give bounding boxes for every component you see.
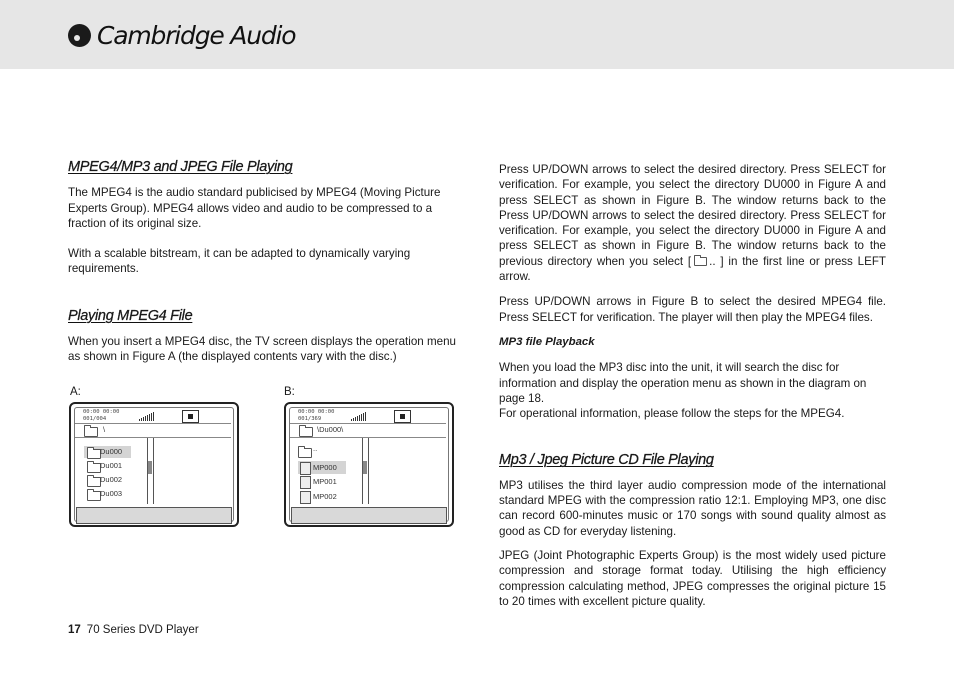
figure-b-path: \Du000\ [317, 425, 344, 434]
figure-b-item[interactable]: MP001 [313, 477, 337, 486]
page-number: 17 [68, 624, 81, 636]
figure-b-screen [284, 402, 454, 527]
section-title-mp3-jpeg-cd: Mp3 / Jpeg Picture CD File Playing [499, 452, 714, 469]
stop-icon [182, 410, 199, 423]
section-title-mpeg4-mp3-jpeg: MPEG4/MP3 and JPEG File Playing [68, 159, 293, 175]
figure-b-counter: 001/369 [298, 416, 322, 422]
paragraph-mpeg4-intro: The MPEG4 is the audio standard publicised by MPEG4 (Moving Picture Experts Group). MPEG4 allows video and audio to be compressed to a fraction of its original size. [68, 186, 441, 230]
file-icon [300, 476, 311, 489]
folder-icon [298, 448, 312, 458]
figure-b-path-row [290, 423, 446, 438]
figure-b-scrollbar[interactable] [363, 461, 367, 474]
paragraph-bitstream: With a scalable bitstream, it can be adapted to dynamically varying requirements. [68, 247, 411, 276]
header-band [0, 0, 954, 69]
figure-a-path-row [75, 423, 231, 438]
figure-a-time: 00:00 00:00 [83, 409, 120, 415]
figure-b-parent[interactable]: .. [313, 444, 318, 453]
folder-icon [87, 477, 101, 487]
folder-icon [84, 427, 98, 437]
figure-b-item[interactable]: MP000 [313, 463, 337, 472]
figure-b-status-bar [291, 507, 447, 524]
document-title: 70 Series DVD Player [86, 624, 199, 636]
figure-a-item[interactable]: Du003 [100, 489, 123, 498]
stop-icon [394, 410, 411, 423]
folder-icon [694, 257, 707, 266]
paragraph-load-mp3: When you load the MP3 disc into the unit, it will search the disc for information and display the operation menu as shown in the diagram on page 18. [499, 361, 867, 405]
figure-a-screen [69, 402, 239, 527]
paragraph-operational-info: For operational information, please follow the steps for the MPEG4. [499, 407, 845, 421]
figure-a-item[interactable]: Du002 [100, 475, 123, 484]
figure-a-item[interactable]: Du000 [100, 447, 123, 456]
paragraph-select-directory-part1: Press UP/DOWN arrows to select the desired directory. Press SELECT for verification. For example, you select the directory DU000 in Figure A and press SELECT as shown in Figure B. The window returns back to the Press UP/DOWN arrows to select the desired directory. Press SELECT for verification. For example, you select the directory DU000 in Figure A and press SELECT as shown in Figure B. The window returns back to the previous directory when you select [ [499, 163, 886, 268]
paragraph-insert-disc: When you insert a MPEG4 disc, the TV screen displays the operation menu as shown in Figure A (the displayed contents vary with the disc.) [68, 335, 456, 364]
paragraph-jpeg: JPEG (Joint Photographic Experts Group) is the most widely used picture compression and storage format today. Utilising the high efficiency compression calculating method, JPEG compresses the original picture 15 to 20 times with excellent picture quality. [499, 548, 886, 608]
figure-b-time: 00:00 00:00 [298, 409, 335, 415]
folder-icon [87, 491, 101, 501]
folder-icon [87, 449, 101, 459]
section-title-playing-mpeg4: Playing MPEG4 File [68, 307, 193, 324]
figure-b-label: B: [284, 386, 295, 398]
figure-a-divider [153, 438, 154, 504]
file-icon [300, 462, 311, 475]
signal-bars-icon [139, 412, 154, 421]
paragraph-select-directory-part2: ] in the first line or press LEFT arrow. [499, 254, 886, 284]
figure-a-item[interactable]: Du001 [100, 461, 123, 470]
brand-name: Cambridge Audio [97, 20, 296, 50]
figure-a-label: A: [70, 386, 81, 398]
paragraph-mp3-compression: MP3 utilises the third layer audio compression mode of the international standard MPEG with the compression ratio 12:1. Employing MP3, one disc can record 600-minutes music or 170 songs with sound quality almost as good as CD for everyday listening. [499, 478, 886, 538]
file-icon [300, 491, 311, 504]
page-footer [68, 624, 199, 636]
logo-mark-icon [68, 24, 91, 47]
subheading-mp3-playback: MP3 file Playback [499, 335, 595, 348]
folder-icon [87, 463, 101, 473]
figure-a-status-bar [76, 507, 232, 524]
brand-logo [68, 18, 295, 52]
figure-a-path: \ [103, 425, 106, 434]
parent-dots: .. [709, 254, 716, 268]
figure-b-divider [368, 438, 369, 504]
figure-a-scrollbar[interactable] [148, 461, 152, 474]
signal-bars-icon [351, 412, 366, 421]
figure-b-item[interactable]: MP002 [313, 492, 337, 501]
left-column [68, 160, 456, 365]
paragraph-select-directory [499, 162, 886, 284]
folder-icon [299, 427, 313, 437]
paragraph-select-file: Press UP/DOWN arrows in Figure B to select the desired MPEG4 file. Press SELECT for verification. The player will then play the MPEG4 files. [499, 295, 886, 324]
figure-a-counter: 001/004 [83, 416, 107, 422]
right-column [499, 162, 886, 609]
